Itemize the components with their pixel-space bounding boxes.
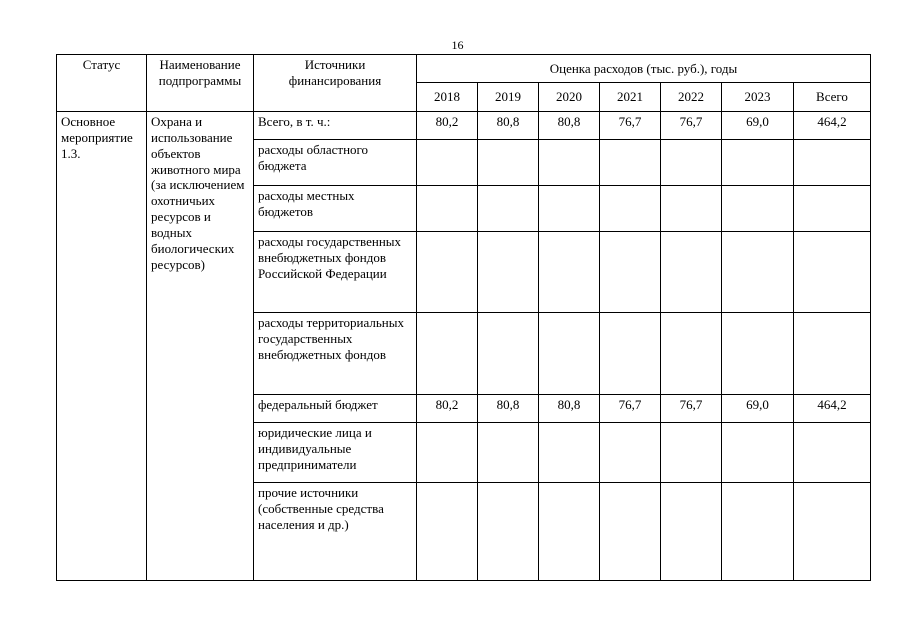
value-cell: 80,2	[417, 395, 478, 423]
value-cell: 76,7	[600, 112, 661, 140]
value-cell: 80,8	[539, 395, 600, 423]
value-cell	[722, 232, 794, 313]
total-cell	[794, 232, 871, 313]
value-cell	[417, 186, 478, 232]
value-cell	[661, 232, 722, 313]
value-cell	[417, 140, 478, 186]
value-cell	[539, 186, 600, 232]
value-cell	[417, 483, 478, 581]
value-cell	[600, 186, 661, 232]
value-cell	[661, 423, 722, 483]
header-estimate: Оценка расходов (тыс. руб.), годы	[417, 55, 871, 83]
header-subprogram: Наименование подпрограммы	[147, 55, 254, 112]
source-cell: федеральный бюджет	[254, 395, 417, 423]
source-cell: Всего, в т. ч.:	[254, 112, 417, 140]
value-cell	[478, 232, 539, 313]
value-cell	[722, 140, 794, 186]
value-cell	[539, 483, 600, 581]
value-cell: 76,7	[661, 112, 722, 140]
value-cell	[600, 483, 661, 581]
year-header: 2022	[661, 83, 722, 112]
table-row	[57, 112, 871, 140]
value-cell	[478, 313, 539, 395]
value-cell	[539, 313, 600, 395]
total-header: Всего	[794, 83, 871, 112]
value-cell: 76,7	[661, 395, 722, 423]
value-cell	[478, 140, 539, 186]
value-cell	[539, 423, 600, 483]
value-cell	[539, 140, 600, 186]
source-cell: расходы местных бюджетов	[254, 186, 417, 232]
value-cell	[600, 423, 661, 483]
source-cell: расходы областного бюджета	[254, 140, 417, 186]
value-cell	[600, 140, 661, 186]
value-cell	[600, 313, 661, 395]
source-cell: юридические лица и индивидуальные предприниматели	[254, 423, 417, 483]
value-cell	[722, 313, 794, 395]
total-cell	[794, 140, 871, 186]
total-cell	[794, 423, 871, 483]
value-cell	[478, 423, 539, 483]
total-cell	[794, 483, 871, 581]
header-sources: Источники финансирования	[254, 55, 417, 112]
value-cell: 80,2	[417, 112, 478, 140]
budget-table	[56, 54, 871, 581]
value-cell: 80,8	[539, 112, 600, 140]
year-header: 2019	[478, 83, 539, 112]
year-header: 2023	[722, 83, 794, 112]
value-cell	[539, 232, 600, 313]
value-cell	[722, 423, 794, 483]
value-cell	[417, 423, 478, 483]
source-cell: прочие источники (собственные средства населения и др.)	[254, 483, 417, 581]
value-cell	[661, 483, 722, 581]
value-cell: 80,8	[478, 395, 539, 423]
value-cell	[661, 186, 722, 232]
value-cell	[417, 232, 478, 313]
source-cell: расходы государственных внебюджетных фондов Российской Федерации	[254, 232, 417, 313]
value-cell	[722, 483, 794, 581]
value-cell: 69,0	[722, 112, 794, 140]
source-cell: расходы территориальных государственных внебюджетных фондов	[254, 313, 417, 395]
status-cell: Основное мероприятие 1.3.	[57, 112, 147, 581]
value-cell	[661, 313, 722, 395]
value-cell: 69,0	[722, 395, 794, 423]
value-cell: 80,8	[478, 112, 539, 140]
total-cell	[794, 186, 871, 232]
header-row-1	[57, 55, 871, 83]
page-number: 16	[451, 38, 464, 52]
value-cell	[478, 186, 539, 232]
header-status: Статус	[57, 55, 147, 112]
year-header: 2020	[539, 83, 600, 112]
value-cell: 76,7	[600, 395, 661, 423]
value-cell	[722, 186, 794, 232]
total-cell	[794, 313, 871, 395]
subprogram-cell: Охрана и использование объектов животного мира (за исключением охотничьих ресурсов и водных биологических ресурсов)	[147, 112, 254, 581]
value-cell	[478, 483, 539, 581]
value-cell	[661, 140, 722, 186]
year-header: 2021	[600, 83, 661, 112]
total-cell: 464,2	[794, 395, 871, 423]
year-header: 2018	[417, 83, 478, 112]
value-cell	[600, 232, 661, 313]
value-cell	[417, 313, 478, 395]
total-cell: 464,2	[794, 112, 871, 140]
